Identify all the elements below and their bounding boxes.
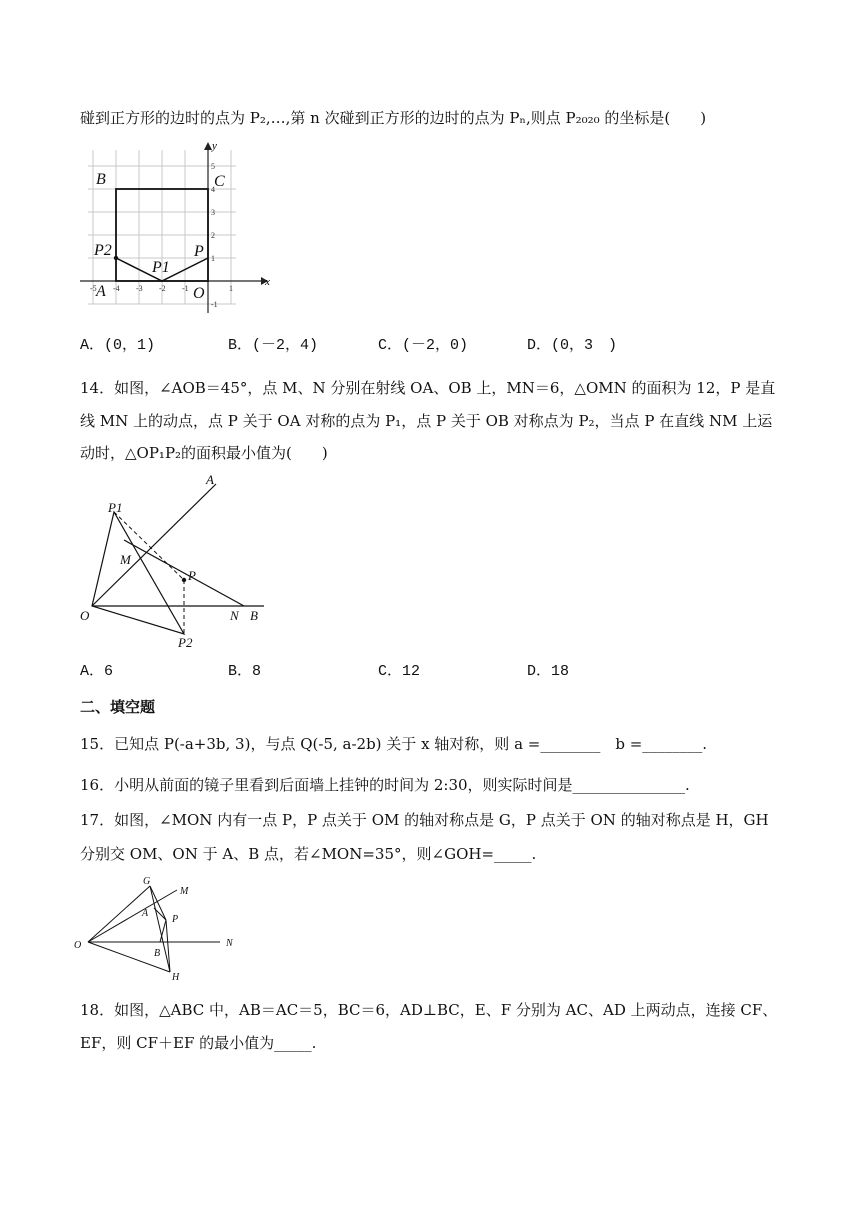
dashed-p1-p bbox=[114, 512, 184, 580]
label-m: M bbox=[180, 886, 189, 897]
q13-option-d[interactable]: D．(0，3 ) bbox=[527, 337, 618, 354]
label-b: B bbox=[154, 948, 161, 959]
q14-line-2: 线 MN 上的动点，点 P 关于 OA 对称的点为 P₁，点 P 关于 OB 对称点为 P₂，当点 P 在直线 NM 上运 bbox=[80, 412, 773, 430]
section-heading: 二、填空题 bbox=[80, 698, 156, 716]
segment-gp bbox=[150, 886, 166, 920]
q17-figure bbox=[72, 872, 252, 984]
q14-line-3: 动时，△OP₁P₂的面积最小值为( ) bbox=[80, 444, 328, 462]
label-o: O bbox=[193, 285, 205, 302]
point-p bbox=[182, 578, 186, 582]
y-tick: -1 bbox=[211, 300, 218, 309]
label-p1: P1 bbox=[152, 259, 170, 276]
q14-figure bbox=[76, 470, 276, 650]
x-tick: -5 bbox=[90, 284, 97, 293]
q16-text: 16．小明从前面的镜子里看到后面墙上挂钟的时间为 2:30，则实际时间是_______________. bbox=[80, 776, 690, 794]
label-a: A bbox=[96, 283, 106, 300]
label-c: C bbox=[214, 173, 225, 190]
q14-option-c[interactable]: C．12 bbox=[378, 663, 421, 680]
q18-line-2: EF，则 CF＋EF 的最小值为_____. bbox=[80, 1034, 317, 1052]
q13-figure bbox=[76, 138, 276, 318]
point-p2 bbox=[114, 256, 118, 260]
q14-option-d[interactable]: D．18 bbox=[527, 663, 570, 680]
label-p: P bbox=[188, 568, 196, 583]
label-n: N bbox=[226, 938, 233, 949]
label-p2: P2 bbox=[94, 242, 112, 259]
y-tick: 2 bbox=[211, 231, 215, 240]
q14-line-1: 14．如图，∠AOB＝45°，点 M、N 分别在射线 OA、OB 上，MN＝6，△OMN 的面积为 12，P 是直 bbox=[80, 379, 776, 397]
label-b: B bbox=[250, 608, 258, 623]
label-p: P bbox=[194, 243, 204, 260]
triangle-op1p2 bbox=[92, 512, 184, 634]
q13-option-a[interactable]: A．(0，1) bbox=[80, 337, 156, 354]
segment-ap bbox=[154, 908, 166, 920]
label-m: M bbox=[120, 552, 131, 567]
x-tick: -2 bbox=[159, 284, 166, 293]
label-b: B bbox=[96, 171, 106, 188]
q13-option-c[interactable]: C．(－2，0) bbox=[378, 337, 469, 354]
label-p1: P1 bbox=[108, 500, 123, 515]
q14-option-a[interactable]: A．6 bbox=[80, 663, 114, 680]
label-a: A bbox=[142, 908, 149, 919]
label-o: O bbox=[74, 940, 82, 951]
q15-text: 15．已知点 P(-a+3b, 3)，与点 Q(-5, a-2b) 关于 x 轴对称，则 a =________ b =________. bbox=[80, 735, 708, 753]
q18-line-1: 18．如图，△ABC 中，AB＝AC＝5，BC＝6，AD⊥BC，E、F 分别为 AC、AD 上两动点，连接 CF、 bbox=[80, 1001, 778, 1019]
y-tick: 5 bbox=[211, 162, 215, 171]
y-axis-arrow-icon bbox=[204, 142, 212, 150]
label-p: P bbox=[172, 914, 179, 925]
y-axis-label: y bbox=[212, 140, 217, 152]
x-tick: -1 bbox=[182, 284, 189, 293]
x-tick: -3 bbox=[136, 284, 143, 293]
x-axis-label: x bbox=[265, 276, 270, 288]
x-tick: 1 bbox=[229, 284, 233, 293]
y-tick: 4 bbox=[211, 185, 215, 194]
q13-text: 碰到正方形的边时的点为 P₂,…,第 n 次碰到正方形的边时的点为 Pₙ,则点 P₂₀₂₀ 的坐标是( ) bbox=[80, 109, 707, 127]
y-tick: 3 bbox=[211, 208, 215, 217]
label-h: H bbox=[172, 972, 180, 983]
q17-line-1: 17．如图，∠MON 内有一点 P，P 点关于 OM 的轴对称点是 G，P 点关于 ON 的轴对称点是 H，GH bbox=[80, 811, 769, 829]
y-tick: 1 bbox=[211, 254, 215, 263]
label-o: O bbox=[80, 608, 90, 623]
label-p2: P2 bbox=[178, 635, 193, 650]
q13-option-b[interactable]: B．(－2，4) bbox=[228, 337, 319, 354]
label-a: A bbox=[206, 472, 214, 487]
q14-option-b[interactable]: B．8 bbox=[228, 663, 262, 680]
segment-og bbox=[88, 886, 150, 942]
q17-line-2: 分别交 OM、ON 于 A、B 点，若∠MON=35°，则∠GOH=_____. bbox=[80, 845, 537, 863]
x-tick: -4 bbox=[113, 284, 120, 293]
label-g: G bbox=[143, 876, 151, 887]
label-n: N bbox=[230, 608, 239, 623]
